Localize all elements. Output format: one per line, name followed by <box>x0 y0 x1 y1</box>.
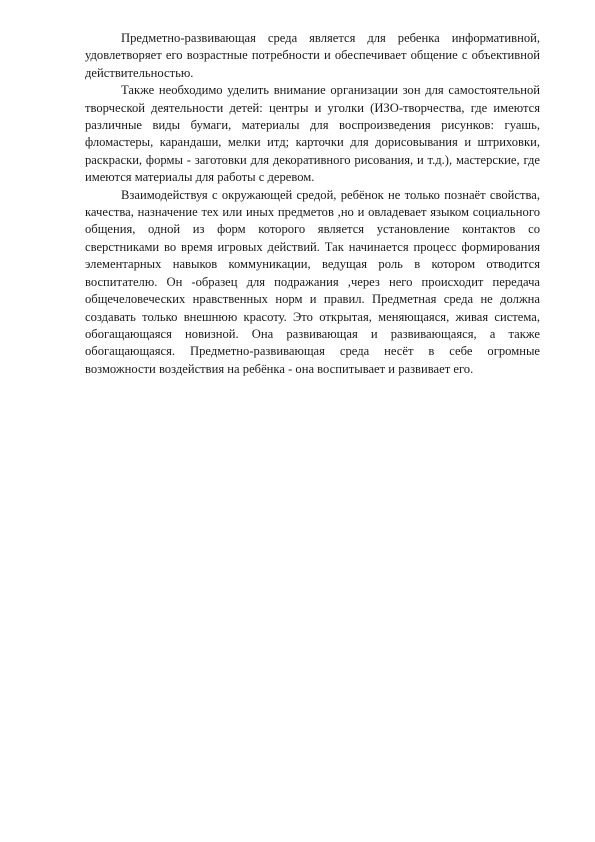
paragraph-2: Также необходимо уделить внимание организации зон для самостоятельной творческой деятельности детей: центры и уголки (ИЗО-творчества, где имеются различные виды бумаги, материалы для воспроизведения рисунков: гуашь, фломастеры, карандаши, мелки итд; карточки для дорисовывания и штриховки, раскраски, формы - заготовки для декоративного рисования, и т.д.), мастерские, где имеются материалы для работы с деревом. <box>85 83 540 185</box>
document-body <box>85 30 540 378</box>
paragraph-1: Предметно-развивающая среда является для ребенка информативной, удовлетворяет его возрастные потребности и обеспечивает общение с объективной действительностью. <box>85 31 540 80</box>
paragraph-3: Взаимодействуя с окружающей средой, ребёнок не только познаёт свойства, качества, назначение тех или иных предметов ,но и овладевает языком социального общения, одной из форм которого является установление контактов со сверстниками во время игровых действий. Так начинается процесс формирования элементарных навыков коммуникации, ведущая роль в котором отводится воспитателю. Он -образец для подражания ,через него происходит передача общечеловеческих нравственных норм и правил. Предметная среда не должна создавать только внешнюю красоту. Это открытая, меняющаяся, живая система, обогащающаяся новизной. Она развивающая и развивающаяся, а также обогащающаяся. Предметно-развивающая среда несёт в себе огромные возможности воздействия на ребёнка - она воспитывает и развивает его. <box>85 187 540 376</box>
